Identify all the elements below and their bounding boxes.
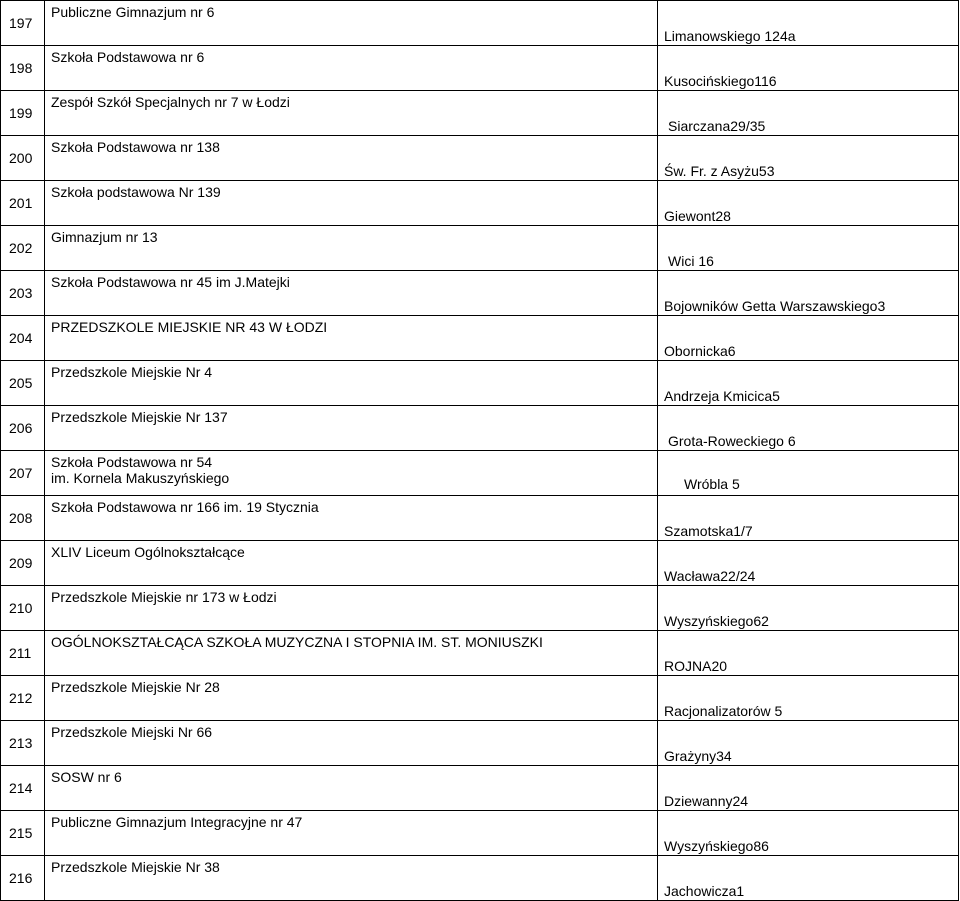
school-name: Przedszkole Miejski Nr 66: [45, 721, 658, 766]
table-row: [1, 586, 959, 631]
school-name: Przedszkole Miejskie Nr 137: [45, 406, 658, 451]
school-address: [658, 226, 959, 271]
row-number: 204: [1, 316, 45, 361]
table-row: [1, 406, 959, 451]
school-name: XLIV Liceum Ogólnokształcące: [45, 541, 658, 586]
school-name: Przedszkole Miejskie Nr 38: [45, 856, 658, 901]
school-name: Szkoła Podstawowa nr 166 im. 19 Stycznia: [45, 496, 658, 541]
school-name: Zespół Szkół Specjalnych nr 7 w Łodzi: [45, 91, 658, 136]
school-name: Szkoła Podstawowa nr 6: [45, 46, 658, 91]
school-name: [45, 451, 658, 496]
table-row: [1, 811, 959, 856]
table-row: [1, 856, 959, 901]
table-row: [1, 46, 959, 91]
school-address: [658, 811, 959, 856]
address-text: Wacława22/24: [664, 568, 756, 584]
school-name: Gimnazjum nr 13: [45, 226, 658, 271]
address-text: Racjonalizatorów 5: [664, 703, 783, 719]
address-text: Św. Fr. z Asyżu53: [664, 163, 775, 179]
table-row: [1, 496, 959, 541]
school-name: Szkoła podstawowa Nr 139: [45, 181, 658, 226]
row-number: 211: [1, 631, 45, 676]
row-number: 210: [1, 586, 45, 631]
table-row: [1, 1, 959, 46]
address-text: Kusocińskiego116: [664, 73, 777, 89]
table-row: [1, 766, 959, 811]
school-name: Przedszkole Miejskie Nr 4: [45, 361, 658, 406]
row-number: 197: [1, 1, 45, 46]
school-address: [658, 766, 959, 811]
school-address: [658, 181, 959, 226]
address-text: Andrzeja Kmicica5: [664, 388, 780, 404]
school-address: [658, 271, 959, 316]
table-row: [1, 541, 959, 586]
school-address: [658, 676, 959, 721]
school-name: Przedszkole Miejskie nr 173 w Łodzi: [45, 586, 658, 631]
school-address: [658, 451, 959, 496]
school-name: Publiczne Gimnazjum nr 6: [45, 1, 658, 46]
row-number: 209: [1, 541, 45, 586]
address-text: Grota-Roweckiego 6: [668, 433, 796, 449]
row-number: 214: [1, 766, 45, 811]
table-row: [1, 181, 959, 226]
address-text: Wici 16: [668, 253, 714, 269]
row-number: 203: [1, 271, 45, 316]
table-row: [1, 226, 959, 271]
address-text: Limanowskiego 124a: [664, 28, 796, 44]
address-text: Grażyny34: [664, 748, 732, 764]
table-row: [1, 451, 959, 496]
address-text: Jachowicza1: [664, 883, 745, 899]
school-address: [658, 856, 959, 901]
row-number: 208: [1, 496, 45, 541]
row-number: 207: [1, 451, 45, 496]
table-row: [1, 271, 959, 316]
school-name-line1: Szkoła Podstawowa nr 54: [51, 454, 213, 470]
school-address: [658, 496, 959, 541]
address-text: Wyszyńskiego62: [664, 613, 769, 629]
table-row: [1, 676, 959, 721]
school-address: [658, 541, 959, 586]
row-number: 198: [1, 46, 45, 91]
table-row: [1, 136, 959, 181]
school-name: OGÓLNOKSZTAŁCĄCA SZKOŁA MUZYCZNA I STOPNIA IM. ST. MONIUSZKI: [45, 631, 658, 676]
school-name: Przedszkole Miejskie Nr 28: [45, 676, 658, 721]
row-number: 215: [1, 811, 45, 856]
row-number: 202: [1, 226, 45, 271]
row-number: 216: [1, 856, 45, 901]
row-number: 212: [1, 676, 45, 721]
address-text: Wyszyńskiego86: [664, 838, 769, 854]
address-text: Obornicka6: [664, 343, 736, 359]
school-address: [658, 46, 959, 91]
school-address: [658, 631, 959, 676]
address-text: Wróbla 5: [684, 476, 740, 492]
address-text: Bojowników Getta Warszawskiego3: [664, 298, 886, 314]
row-number: 213: [1, 721, 45, 766]
table-row: [1, 631, 959, 676]
school-address: [658, 586, 959, 631]
address-text: Giewont28: [664, 208, 731, 224]
school-name: Szkoła Podstawowa nr 138: [45, 136, 658, 181]
row-number: 205: [1, 361, 45, 406]
school-name: PRZEDSZKOLE MIEJSKIE NR 43 W ŁODZI: [45, 316, 658, 361]
table-row: [1, 316, 959, 361]
row-number: 201: [1, 181, 45, 226]
school-name: SOSW nr 6: [45, 766, 658, 811]
row-number: 199: [1, 91, 45, 136]
table-row: [1, 721, 959, 766]
table-row: [1, 91, 959, 136]
row-number: 200: [1, 136, 45, 181]
address-text: Dziewanny24: [664, 793, 749, 809]
school-address: [658, 361, 959, 406]
school-name: Szkoła Podstawowa nr 45 im J.Matejki: [45, 271, 658, 316]
school-address: [658, 316, 959, 361]
school-address: [658, 136, 959, 181]
school-name: Publiczne Gimnazjum Integracyjne nr 47: [45, 811, 658, 856]
school-address: [658, 721, 959, 766]
address-text: Szamotska1/7: [664, 523, 753, 539]
school-address: [658, 406, 959, 451]
school-address: [658, 1, 959, 46]
table-row: [1, 361, 959, 406]
school-address: [658, 91, 959, 136]
school-name-line2: im. Kornela Makuszyńskiego: [51, 470, 230, 486]
address-text: ROJNA20: [664, 658, 728, 674]
address-text: Siarczana29/35: [668, 118, 766, 134]
row-number: 206: [1, 406, 45, 451]
